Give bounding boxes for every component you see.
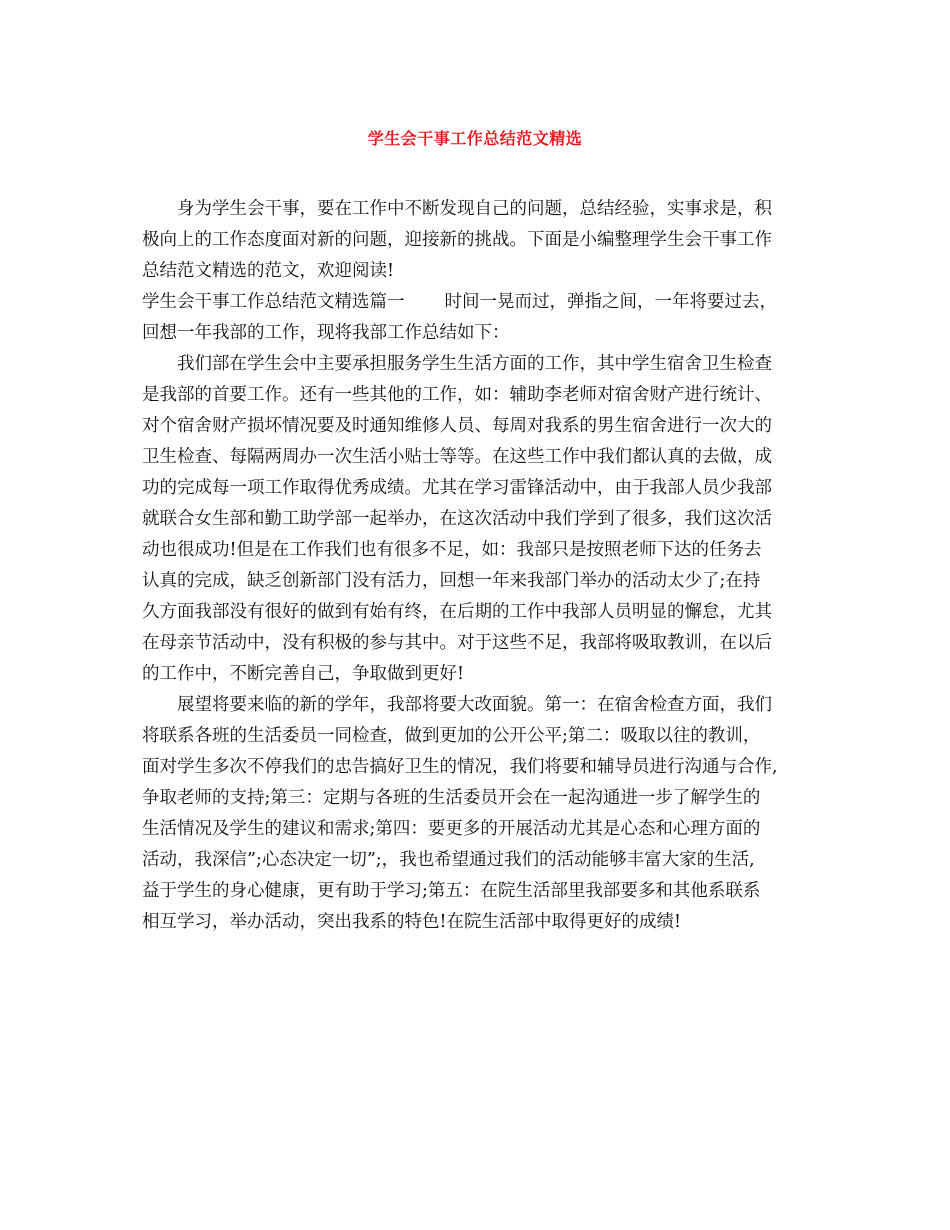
paragraph-line: 认真的完成，缺乏创新部门没有活力，回想一年来我部门举办的活动太少了;在持 — [142, 571, 761, 591]
paragraph-line: 动也很成功!但是在工作我们也有很多不足，如：我部只是按照老师下达的任务去 — [142, 540, 762, 560]
paragraph-line: 我们部在学生会中主要承担服务学生生活方面的工作，其中学生宿舍卫生检查 — [177, 354, 772, 374]
section-heading-line — [142, 287, 832, 318]
paragraph-line: 展望将要来临的新的学年，我部将要大改面貌。第一：在宿舍检查方面，我们 — [177, 695, 772, 715]
paragraph-line: 身为学生会干事，要在工作中不断发现自己的问题，总结经验，实事求是，积 — [177, 199, 772, 219]
paragraph-line: 相互学习，举办活动，突出我系的特色!在院生活部中取得更好的成绩! — [142, 912, 682, 932]
paragraph-line: 活动，我深信”;心态决定一切”;，我也希望通过我们的活动能够丰富大家的生活, — [142, 850, 755, 870]
paragraph-line: 就联合女生部和勤工助学部一起举办，在这次活动中我们学到了很多，我们这次活 — [142, 509, 772, 529]
paragraph-line: 久方面我部没有很好的做到有始有终，在后期的工作中我部人员明显的懈怠，尤其 — [142, 602, 772, 622]
paragraph-line: 功的完成每一项工作取得优秀成绩。尤其在学习雷锋活动中，由于我部人员少我部 — [142, 478, 772, 498]
paragraph-line: 回想一年我部的工作，现将我部工作总结如下： — [142, 323, 510, 343]
paragraph-line: 总结范文精选的范文，欢迎阅读! — [142, 261, 395, 281]
paragraph-line: 卫生检查、每隔两周办一次生活小贴士等等。在这些工作中我们都认真的去做，成 — [142, 447, 772, 467]
document-body — [142, 194, 832, 938]
paragraph-line: 在母亲节活动中，没有积极的参与其中。对于这些不足，我部将吸取教训，在以后 — [142, 633, 772, 653]
paragraph-line: 极向上的工作态度面对新的问题，迎接新的挑战。下面是小编整理学生会干事工作 — [142, 230, 772, 250]
paragraph-text: 时间一晃而过，弹指之间，一年将要过去， — [444, 292, 777, 312]
paragraph-line: 将联系各班的生活委员一同检查，做到更加的公开公平;第二：吸取以往的教训， — [142, 726, 761, 746]
paragraph-line: 对个宿舍财产损坏情况要及时通知维修人员、每周对我系的男生宿舍进行一次大的 — [142, 416, 772, 436]
paragraph-line: 争取老师的支持;第三：定期与各班的生活委员开会在一起沟通进一步了解学生的 — [142, 788, 761, 808]
document-title: 学生会干事工作总结范文精选 — [367, 129, 583, 148]
paragraph-line: 的工作中，不断完善自己，争取做到更好! — [142, 664, 465, 684]
paragraph-line: 生活情况及学生的建议和需求;第四：要更多的开展活动尤其是心态和心理方面的 — [142, 819, 761, 839]
section-heading: 学生会干事工作总结范文精选篇一 — [142, 292, 405, 312]
paragraph-line: 益于学生的身心健康，更有助于学习;第五：在院生活部里我部要多和其他系联系 — [142, 881, 761, 901]
paragraph-line: 是我部的首要工作。还有一些其他的工作，如：辅助李老师对宿舍财产进行统计、 — [142, 385, 772, 405]
paragraph-line: 面对学生多次不停我们的忠告搞好卫生的情况，我们将要和辅导员进行沟通与合作, — [142, 757, 778, 777]
